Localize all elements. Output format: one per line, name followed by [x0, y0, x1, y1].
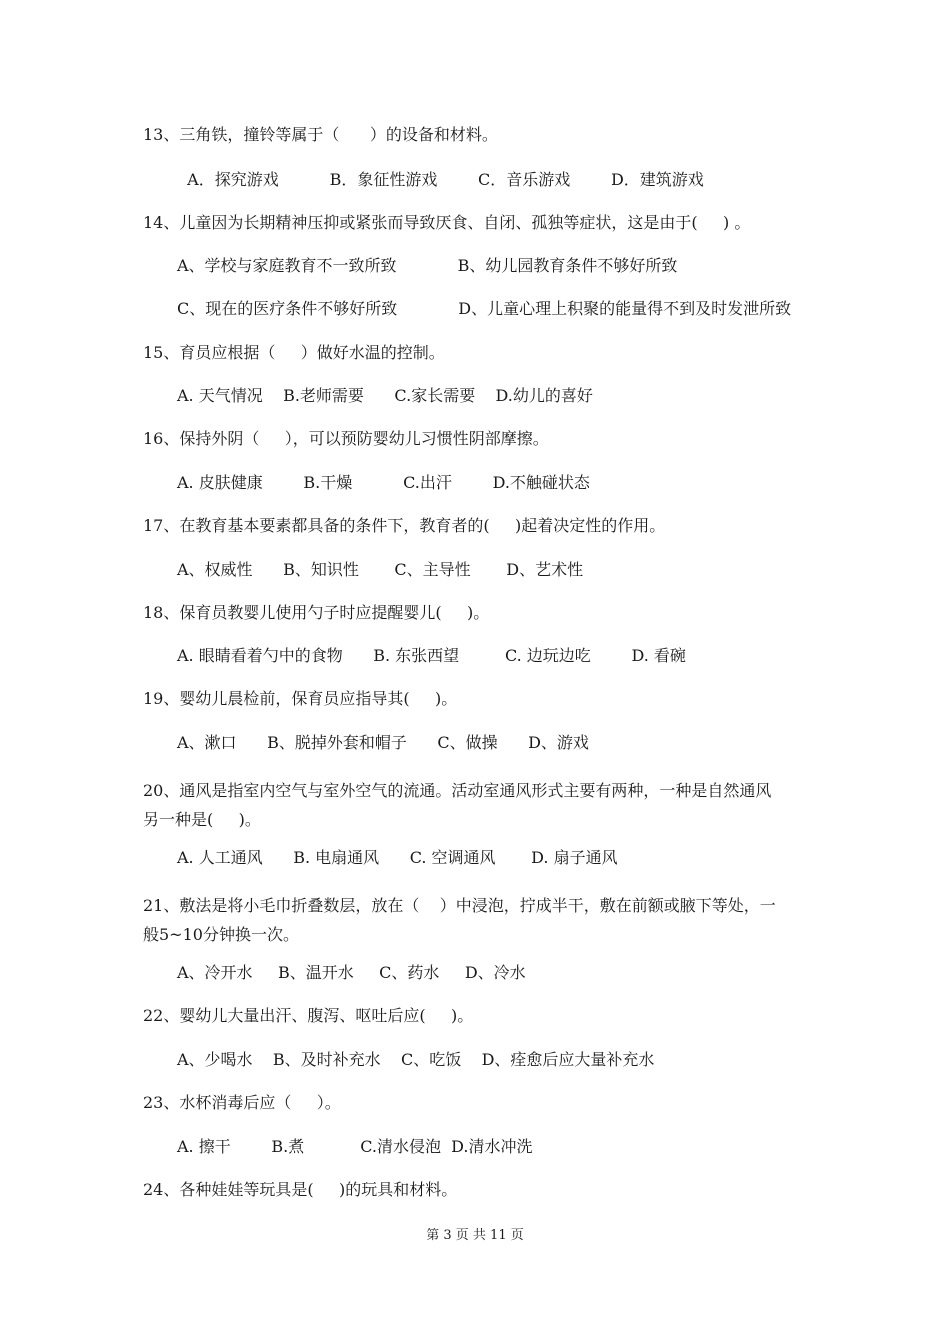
question-21: 21、敷法是将小毛巾折叠数层，放在（ ）中浸泡，拧成半干，敷在前额或腋下等处，一 般5~10分钟换一次。	[143, 896, 776, 944]
options-18: A. 眼睛看着勺中的食物 B. 东张西望 C. 边玩边吃 D. 看碗	[177, 646, 686, 665]
question-19: 19、婴幼儿晨检前，保育员应指导其( )。	[143, 689, 458, 708]
question-13: 13、三角铁，撞铃等属于（ ）的设备和材料。	[143, 125, 498, 144]
options-20: A. 人工通风 B. 电扇通风 C. 空调通风 D. 扇子通风	[177, 848, 618, 867]
options-13: A．探究游戏 B．象征性游戏 C．音乐游戏 D．建筑游戏	[177, 170, 704, 189]
question-15: 15、育员应根据（ ）做好水温的控制。	[143, 343, 445, 362]
options-22: A、少喝水 B、及时补充水 C、吃饭 D、痊愈后应大量补充水	[177, 1050, 655, 1069]
question-18: 18、保育员教婴儿使用勺子时应提醒婴儿( )。	[143, 603, 490, 622]
options-14-a: A、学校与家庭教育不一致所致 B、幼儿园教育条件不够好所致	[177, 256, 678, 275]
question-24: 24、各种娃娃等玩具是( )的玩具和材料。	[143, 1180, 458, 1199]
question-14: 14、儿童因为长期精神压抑或紧张而导致厌食、自闭、孤独等症状，这是由于( ) 。	[143, 213, 751, 232]
question-16: 16、保持外阴（ ），可以预防婴幼儿习惯性阴部摩擦。	[143, 429, 549, 448]
options-16: A. 皮肤健康 B.干燥 C.出汗 D.不触碰状态	[177, 473, 590, 492]
question-22: 22、婴幼儿大量出汗、腹泻、呕吐后应( )。	[143, 1006, 474, 1025]
page-footer: 第 3 页 共 11 页	[426, 1228, 524, 1243]
options-21: A、冷开水 B、温开水 C、药水 D、冷水	[177, 963, 526, 982]
question-20: 20、通风是指室内空气与室外空气的流通。活动室通风形式主要有两种，一种是自然通风 另一种是( )。	[143, 781, 772, 829]
options-19: A、漱口 B、脱掉外套和帽子 C、做操 D、游戏	[177, 733, 589, 752]
options-14-b: C、现在的医疗条件不够好所致 D、儿童心理上积聚的能量得不到及时发泄所致	[177, 299, 792, 318]
question-17: 17、在教育基本要素都具备的条件下，教育者的( )起着决定性的作用。	[143, 516, 666, 535]
options-23: A. 擦干 B.煮 C.清水侵泡 D.清水冲洗	[177, 1137, 533, 1156]
options-15: A. 天气情况 B.老师需要 C.家长需要 D.幼儿的喜好	[177, 386, 593, 405]
options-17: A、权威性 B、知识性 C、主导性 D、艺术性	[177, 560, 584, 579]
question-23: 23、水杯消毒后应（ ）。	[143, 1093, 341, 1112]
